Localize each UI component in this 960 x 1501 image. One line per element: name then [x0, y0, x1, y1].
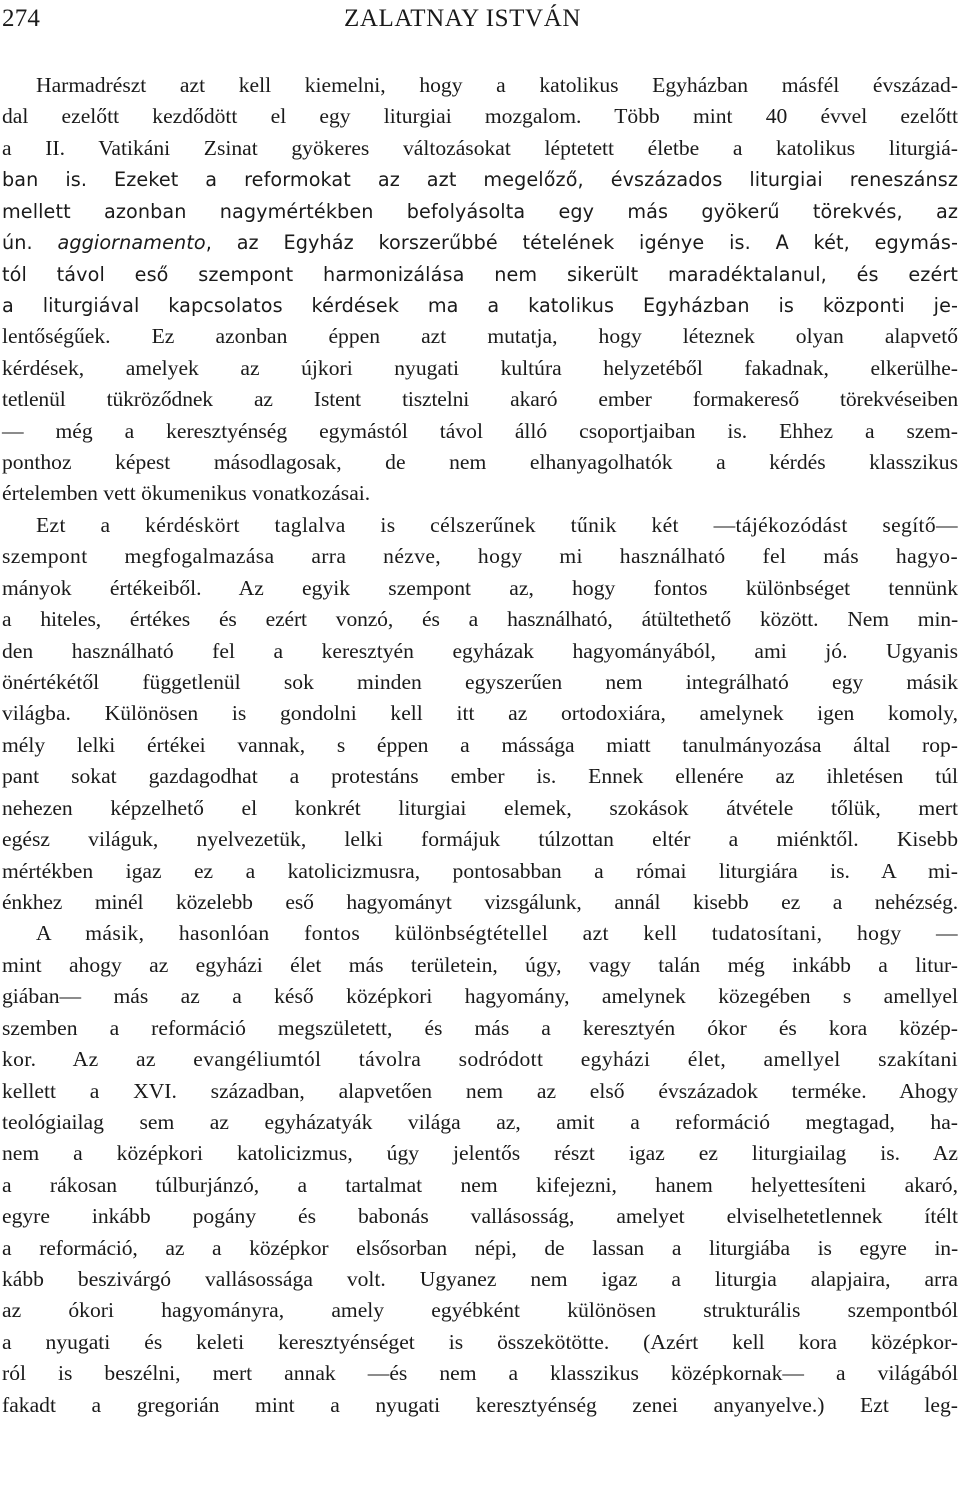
text-segment: ún.: [2, 231, 58, 255]
text-line: mányok értékeiből. Az egyik szempont az, hogy fontos különbséget tennünk: [2, 575, 958, 600]
text-line: mély lelki értékei vannak, s éppen a mássága miatt tanulmányozása által rop-: [2, 732, 958, 757]
text-line: pant sokat gazdagodhat a protestáns ember is. Ennek ellenére az ihletésen túl: [2, 764, 958, 789]
text-line: önértékétől függetlenül sok minden egyszerűen nem integrálható egy másik: [2, 670, 958, 695]
text-line: a rákosan túlburjánzó, a tartalmat nem kifejezni, hanem helyettesíteni akaró,: [2, 1172, 958, 1197]
text-line: A másik, hasonlóan fontos különbségtétellel azt kell tudatosítani, hogy —: [36, 921, 958, 946]
text-line: mint ahogy az egyházi élet más területein, úgy, vagy talán még inkább a litur-: [2, 952, 958, 977]
text-line: mértékben igaz ez a katolicizmusra, pontosabban a római liturgiára is. A mi-: [2, 858, 958, 883]
text-line: kor. Az az evangéliumtól távolra sodródott egyházi élet, amellyel szakítani: [2, 1047, 958, 1072]
text-line: kellett a XVI. században, alapvetően nem az első évszázadok terméke. Ahogy: [2, 1078, 958, 1103]
text-line: — még a keresztyénség egymástól távol álló csoportjaiban is. Ehhez a szem-: [2, 418, 958, 443]
text-line: szempont megfogalmazása arra nézve, hogy mi használható fel más hagyo-: [2, 544, 958, 569]
text-line: a hiteles, értékes és ezért vonzó, és a használható, átültethető között. Nem min-: [2, 607, 958, 632]
text-line: ról is beszélni, mert annak —és nem a klasszikus középkornak— a világából: [2, 1361, 958, 1386]
text-line: mellett azonban nagymértékben befolyásolta egy más gyökerű törekvés, az: [2, 199, 958, 223]
text-line: ban is. Ezeket a reformokat az azt megelőző, évszázados liturgiai reneszánsz: [2, 168, 958, 192]
text-line: lentőségűek. Ez azonban éppen azt mutatja, hogy léteznek olyan alapvető: [2, 324, 958, 349]
text-line: ponthoz képest másodlagosak, de nem elhanyagolhatók a kérdés klasszikus: [2, 450, 958, 475]
text-line: giában— más az a késő középkori hagyomány, amelynek közegében s amellyel: [2, 984, 958, 1009]
text-line: egyre inkább pogány és babonás vallásosság, amelyet elviselhetetlennek ítélt: [2, 1204, 958, 1229]
text-line: világba. Különösen is gondolni kell itt az ortodoxiára, amelynek igen komoly,: [2, 701, 958, 726]
text-line: [2, 227, 958, 258]
text-line: tól távol eső szempont harmonizálása nem sikerült maradéktalanul, és ezért: [2, 262, 958, 286]
text-line: nem a középkori katolicizmus, úgy jelentős részt igaz ez liturgiailag is. Az: [2, 1141, 958, 1166]
italic-term: aggiornamento: [57, 231, 206, 255]
text-line: dal ezelőtt kezdődött el egy liturgiai mozgalom. Több mint 40 évvel ezelőtt: [2, 104, 958, 129]
body-text: [2, 70, 958, 1421]
text-line: fakadt a gregorián mint a nyugati keresztyénség zenei anyanyelve.) Ezt leg-: [2, 1392, 958, 1417]
text-line: a nyugati és keleti keresztyénséget is összekötötte. (Azért kell kora középkor-: [2, 1329, 958, 1354]
text-line: a reformáció, az a középkor elsősorban népi, de lassan a liturgiába is egyre in-: [2, 1235, 958, 1260]
text-line: tetlenül tükröződnek az Istent tisztelni akaró ember formakereső törekvéseiben: [2, 387, 958, 412]
text-line: egész világuk, nyelvezetük, lelki formájuk túlzottan eltér a miénktől. Kisebb: [2, 827, 958, 852]
text-line: az ókori hagyományra, amely egyébként különösen strukturális szempontból: [2, 1298, 958, 1323]
text-line: Harmadrészt azt kell kiemelni, hogy a katolikus Egyházban másfél évszázad-: [36, 73, 958, 97]
text-line: Ezt a kérdéskört taglalva is célszerűnek tűnik két —tájékozódást segítő—: [36, 512, 958, 537]
running-title: ZALATNAY ISTVÁN: [344, 5, 582, 32]
page-number: 274: [2, 5, 41, 32]
text-line: kérdések, amelyek az újkori nyugati kultúra helyzetéből fakadnak, elkerülhe-: [2, 355, 958, 380]
text-line: a II. Vatikáni Zsinat gyökeres változásokat léptetett életbe a katolikus liturgiá-: [2, 135, 958, 160]
text-segment: , az Egyház korszerűbbé tételének igénye is. A két, egymás-: [205, 231, 958, 255]
text-line: énkhez minél közelebb eső hagyományt vizsgálunk, annál kisebb ez a nehézség.: [2, 889, 958, 914]
text-line: nehezen képzelhető el konkrét liturgiai elemek, szokások átvétele tőlük, mert: [2, 795, 958, 820]
text-line: a liturgiával kapcsolatos kérdések ma a katolikus Egyházban is központi je-: [2, 293, 958, 317]
text-line: den használható fel a keresztyén egyházak hagyományából, ami jó. Ugyanis: [2, 638, 958, 663]
text-line: teológiailag sem az egyházatyák világa az, amit a reformáció megtagad, ha-: [2, 1109, 958, 1134]
text-line: értelemben vett ökumenikus vonatkozásai.: [2, 481, 371, 506]
text-line: szemben a reformáció megszületett, és más a keresztyén ókor és kora közép-: [2, 1015, 958, 1040]
running-head: [0, 2, 960, 36]
text-line: kább beszivárgó vallásossága volt. Ugyanez nem igaz a liturgia alapjaira, arra: [2, 1267, 958, 1292]
